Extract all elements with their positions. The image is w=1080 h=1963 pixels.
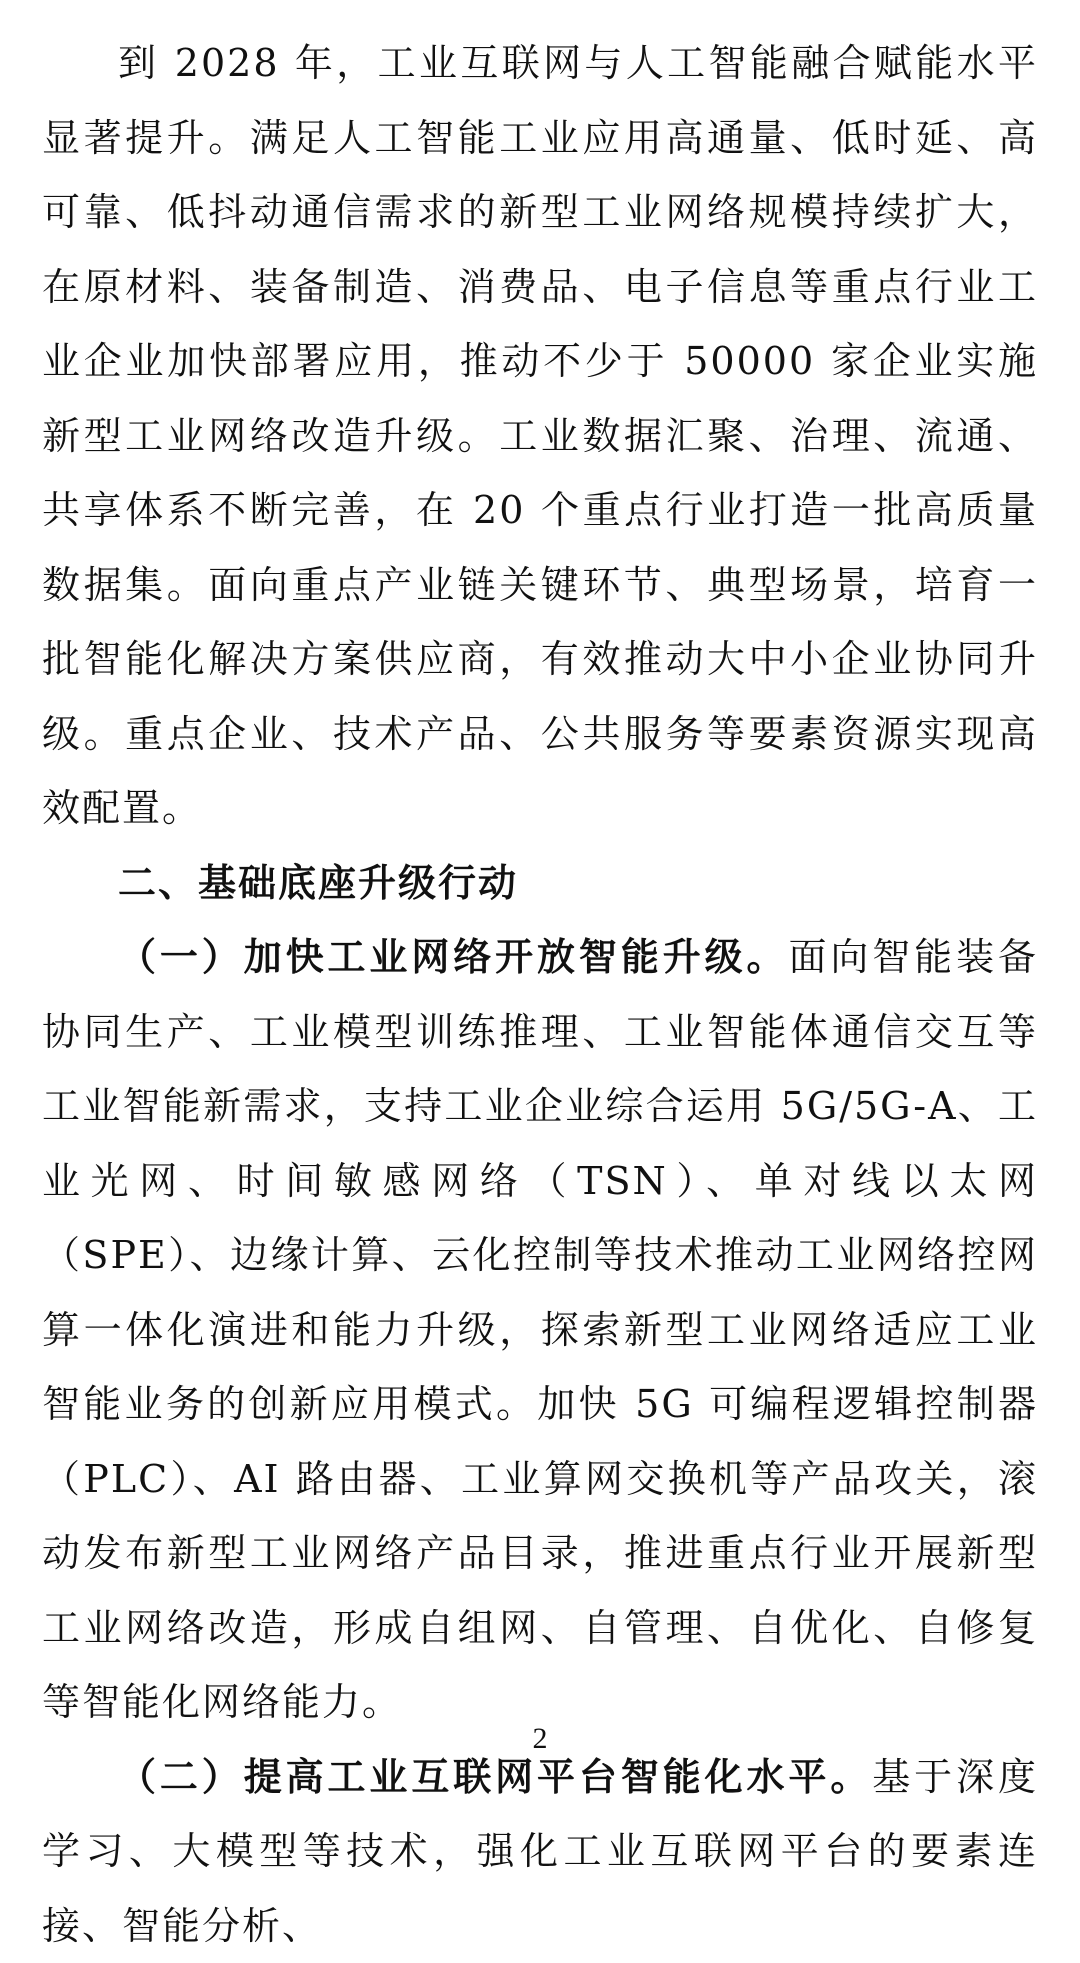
subsection-lead: （一）加快工业网络开放智能升级。 [118, 935, 788, 979]
paragraph-industrial-network [42, 920, 1038, 1740]
document-body [42, 26, 1038, 1963]
paragraph-goals-2028 [42, 26, 1038, 846]
subsection-lead: （二）提高工业互联网平台智能化水平。 [118, 1755, 872, 1799]
paragraph-text: 基于深度学习、大模型等技术，强化工业互联网平台的要素连接、智能分析、 [42, 1755, 1038, 1948]
page-number: 2 [0, 1722, 1080, 1756]
paragraph-platform-intelligence [42, 1740, 1038, 1963]
section-heading [42, 846, 1038, 921]
section-heading-text: 二、基础底座升级行动 [118, 861, 518, 905]
paragraph-text: 到 2028 年，工业互联网与人工智能融合赋能水平显著提升。满足人工智能工业应用高通量、低时延、高可靠、低抖动通信需求的新型工业网络规模持续扩大，在原材料、装备制造、消费品、电子信息等重点行业工业企业加快部署应用，推动不少于 50000 家企业实施新型工业网络改造升级。工业数据汇聚、治理、流通、共享体系不断完善，在 20 个重点行业打造一批高质量数据集。面向重点产业链关键环节、典型场景，培育一批智能化解决方案供应商，有效推动大中小企业协同升级。重点企业、技术产品、公共服务等要素资源实现高效配置。 [42, 41, 1038, 830]
paragraph-text: 面向智能装备协同生产、工业模型训练推理、工业智能体通信交互等工业智能新需求，支持工业企业综合运用 5G/5G-A、工业光网、时间敏感网络（TSN）、单对线以太网（SPE）、边缘计算、云化控制等技术推动工业网络控网算一体化演进和能力升级，探索新型工业网络适应工业智能业务的创新应用模式。加快 5G 可编程逻辑控制器（PLC）、AI 路由器、工业算网交换机等产品攻关，滚动发布新型工业网络产品目录，推进重点行业开展新型工业网络改造，形成自组网、自管理、自优化、自修复等智能化网络能力。 [42, 935, 1038, 1724]
